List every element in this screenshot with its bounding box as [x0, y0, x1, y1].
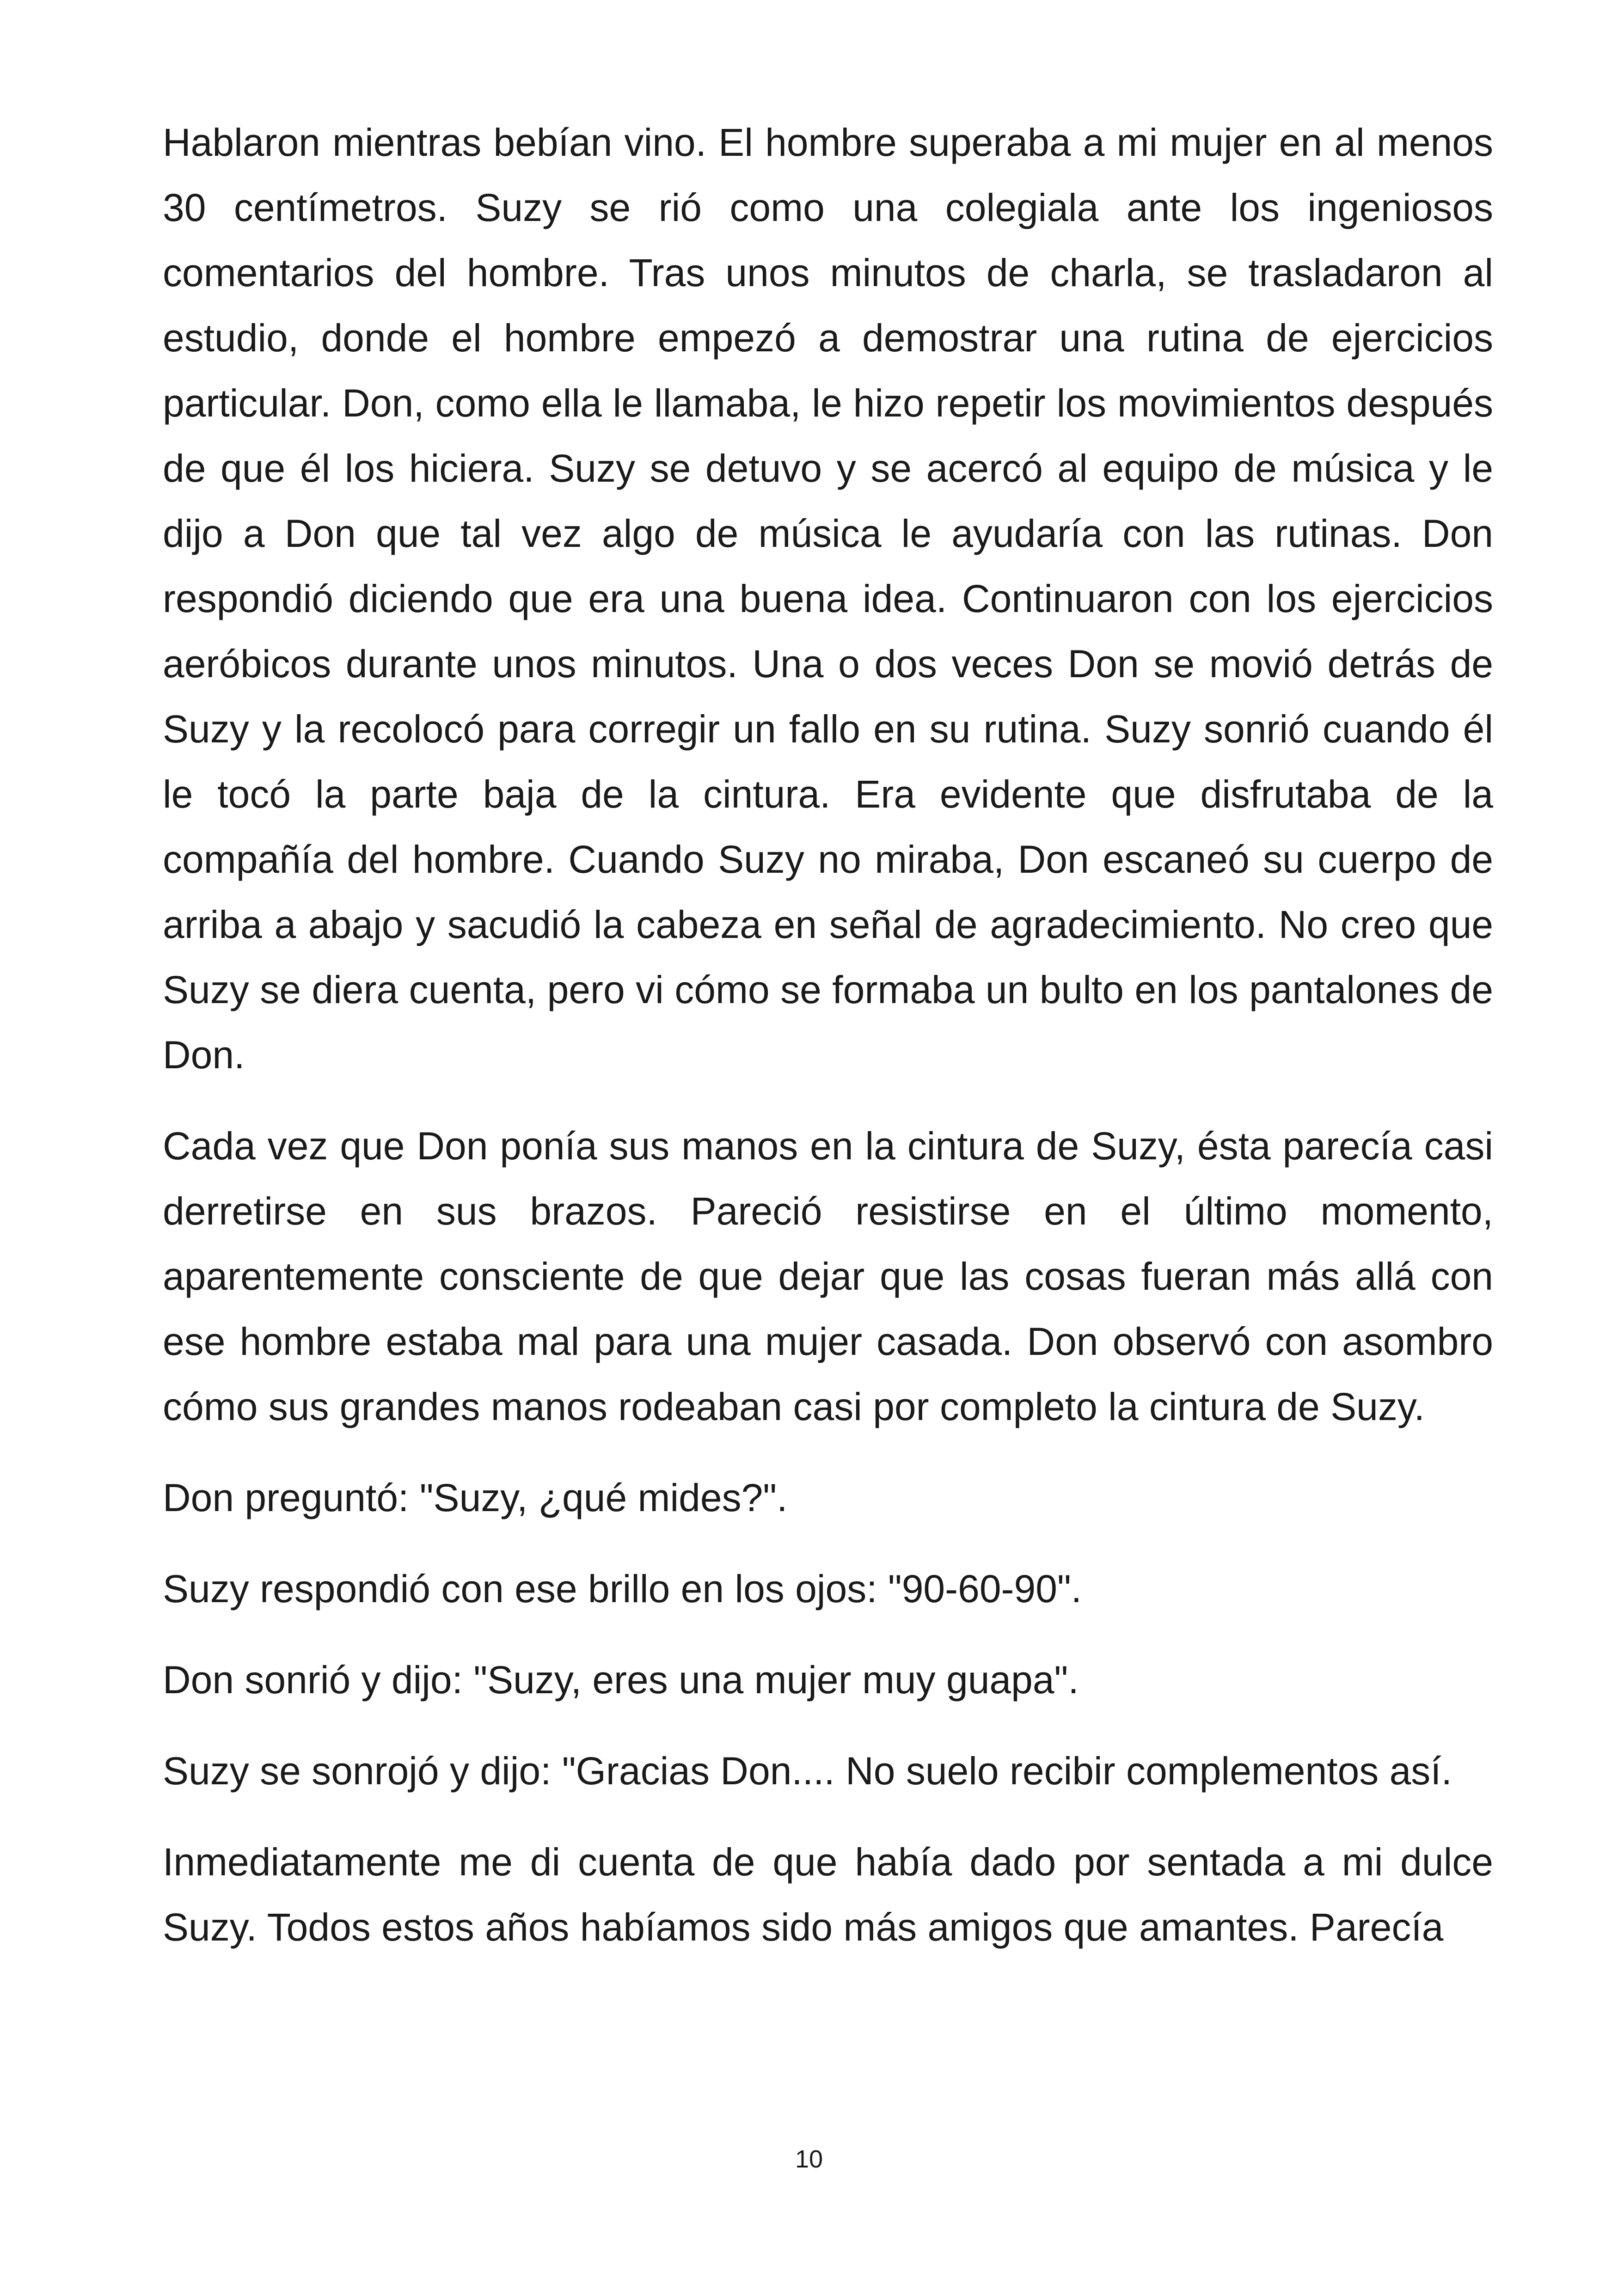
paragraph-3: Don preguntó: "Suzy, ¿qué mides?".: [163, 1476, 788, 1519]
paragraph-4: Suzy respondió con ese brillo en los ojos: "90-60-90".: [163, 1567, 1082, 1610]
paragraph-1: Hablaron mientras bebían vino. El hombre superaba a mi mujer en al menos 30 centímetros. Suzy se rió como una colegiala ante los ingeniosos comentarios del hombre. Tras unos minutos de charla, se trasladaron al estudio, donde el hombre empezó a demostrar una rutina de ejercicios particular. Don, como ella le llamaba, le hizo repetir los movimientos después de que él los hiciera. Suzy se detuvo y se acercó al equipo de música y le dijo a Don que tal vez algo de música le ayudaría con las rutinas. Don respondió diciendo que era una buena idea. Continuaron con los ejercicios aeróbicos durante unos minutos. Una o dos veces Don se movió detrás de Suzy y la recolocó para corregir un fallo en su rutina. Suzy sonrió cuando él le tocó la parte baja de la cintura. Era evidente que disfrutaba de la compañía del hombre. Cuando Suzy no miraba, Don escaneó su cuerpo de arriba a abajo y sacudió la cabeza en señal de agradecimiento. No creo que Suzy se diera cuenta, pero vi cómo se formaba un bulto en los pantalones de Don.: [163, 121, 1493, 1077]
body-text: [163, 110, 1493, 1986]
page-number: 10: [795, 2145, 823, 2173]
paragraph-5: Don sonrió y dijo: "Suzy, eres una mujer muy guapa".: [163, 1658, 1079, 1702]
paragraph-6: Suzy se sonrojó y dijo: "Gracias Don.... No suelo recibir complementos así.: [163, 1749, 1452, 1793]
paragraph-2: Cada vez que Don ponía sus manos en la cintura de Suzy, ésta parecía casi derretirse en sus brazos. Pareció resistirse en el último momento, aparentemente consciente de que dejar que las cosas fueran más allá con ese hombre estaba mal para una mujer casada. Don observó con asombro cómo sus grandes manos rodeaban casi por completo la cintura de Suzy.: [163, 1124, 1493, 1428]
paragraph-7: Inmediatamente me di cuenta de que había dado por sentada a mi dulce Suzy. Todos estos años habíamos sido más amigos que amantes. Parecía: [163, 1840, 1493, 1949]
